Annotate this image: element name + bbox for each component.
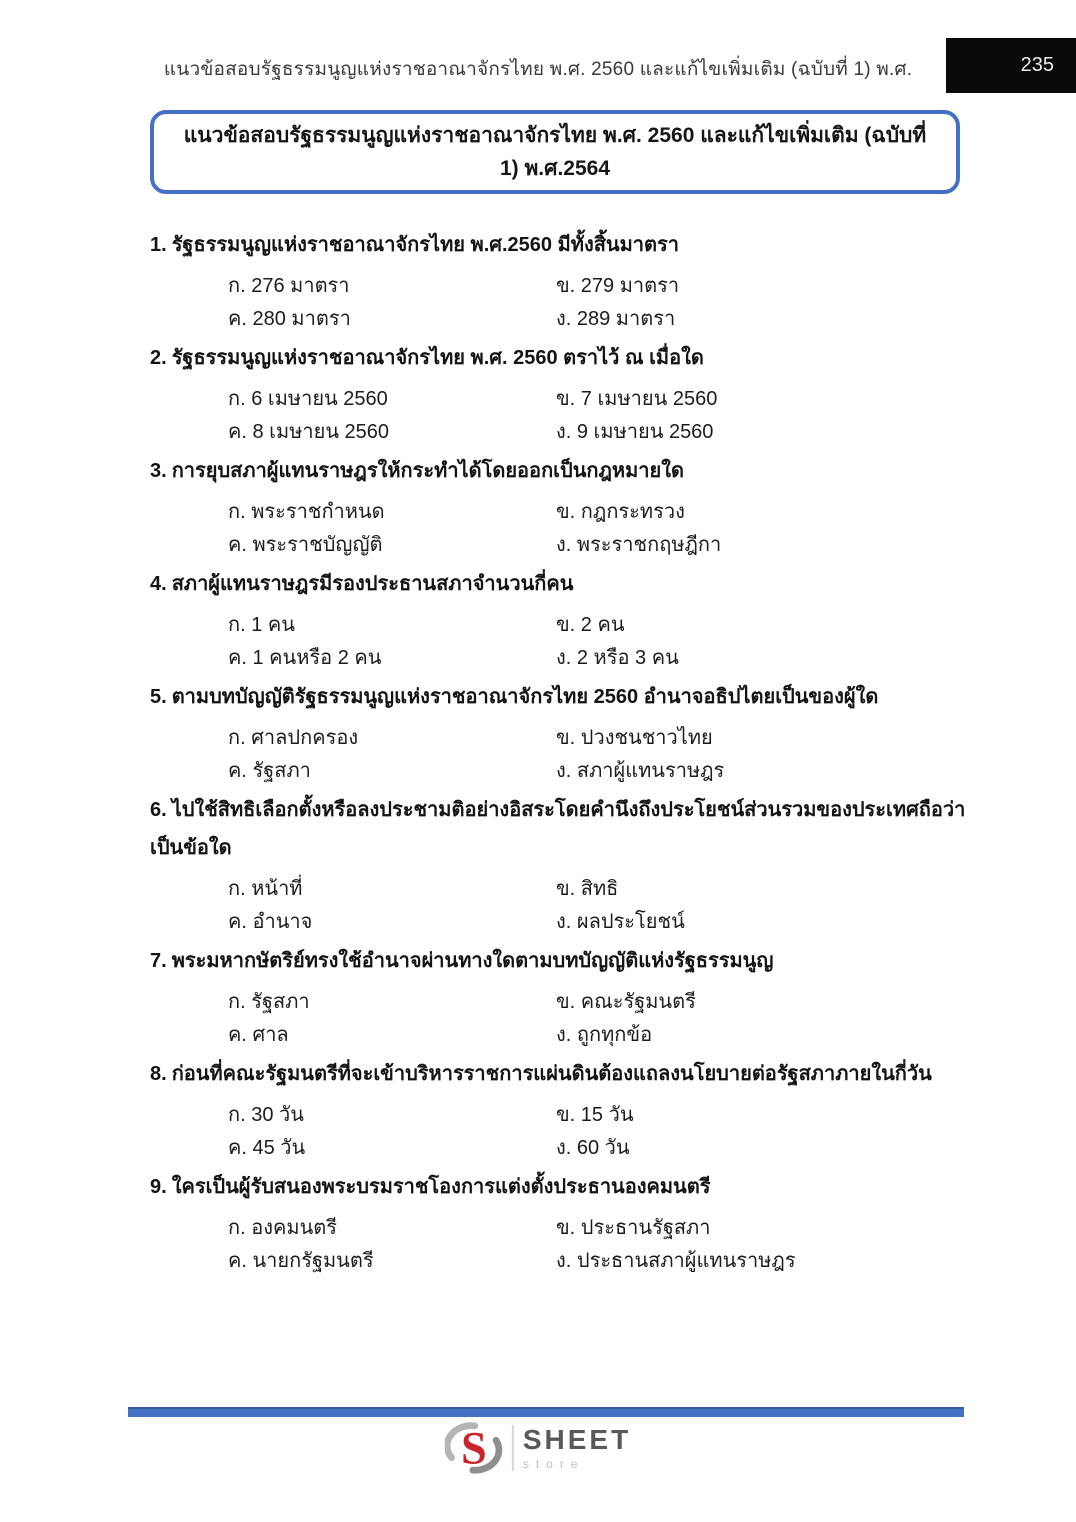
option-a: ก. ศาลปกครอง <box>228 727 359 749</box>
question-number: 1. <box>150 234 167 256</box>
question-heading <box>150 942 966 980</box>
option-b: ข. กฎกระทรวง <box>556 501 685 523</box>
question-number: 5. <box>150 686 167 708</box>
question-heading <box>150 452 966 490</box>
question-options <box>150 873 966 939</box>
question-text: การยุบสภาผู้แทนราษฎรให้กระทำได้โดยออกเป็นกฎหมายใด <box>171 460 684 482</box>
option-a: ก. 30 วัน <box>228 1104 304 1126</box>
question-block <box>150 1055 966 1165</box>
question-block <box>150 452 966 562</box>
question-block <box>150 1168 966 1278</box>
option-d: ง. 2 หรือ 3 คน <box>556 647 679 669</box>
question-text: พระมหากษัตริย์ทรงใช้อำนาจผ่านทางใดตามบทบัญญัติแห่งรัฐธรรมนูญ <box>171 950 774 972</box>
option-a: ก. หน้าที่ <box>228 878 303 900</box>
page-number-badge <box>946 38 1076 93</box>
option-d: ง. ถูกทุกข้อ <box>556 1024 653 1046</box>
question-block <box>150 942 966 1052</box>
question-options <box>150 609 966 675</box>
question-options <box>150 1099 966 1165</box>
option-c: ค. พระราชบัญญัติ <box>228 534 383 556</box>
option-d: ง. ผลประโยชน์ <box>556 911 685 933</box>
option-b: ข. 279 มาตรา <box>556 275 680 297</box>
question-heading <box>150 1168 966 1206</box>
question-number: 6. <box>150 799 167 821</box>
question-options <box>150 496 966 562</box>
question-block <box>150 339 966 449</box>
logo-divider <box>512 1425 514 1471</box>
option-a: ก. องคมนตรี <box>228 1217 337 1239</box>
question-number: 9. <box>150 1176 167 1198</box>
option-b: ข. คณะรัฐมนตรี <box>556 991 696 1013</box>
question-text: ก่อนที่คณะรัฐมนตรีที่จะเข้าบริหารราชการแผ่นดินต้องแถลงนโยบายต่อรัฐสภาภายในกี่วัน <box>171 1063 932 1085</box>
option-a: ก. 276 มาตรา <box>228 275 350 297</box>
question-block <box>150 226 966 336</box>
option-d: ง. พระราชกฤษฎีกา <box>556 534 722 556</box>
question-options <box>150 270 966 336</box>
question-options <box>150 383 966 449</box>
option-d: ง. ประธานสภาผู้แทนราษฎร <box>556 1250 796 1272</box>
option-c: ค. 1 คนหรือ 2 คน <box>228 647 382 669</box>
sheet-store-logo <box>445 1421 631 1475</box>
logo-text <box>523 1426 631 1470</box>
option-b: ข. 7 เมษายน 2560 <box>556 388 718 410</box>
question-text: รัฐธรรมนูญแห่งราชอาณาจักรไทย พ.ศ. 2560 ตราไว้ ณ เมื่อใด <box>171 347 704 369</box>
option-b: ข. สิทธิ <box>556 878 619 900</box>
title-box <box>150 110 960 194</box>
question-text: ใครเป็นผู้รับสนองพระบรมราชโองการแต่งตั้งประธานองคมนตรี <box>171 1176 711 1198</box>
question-number: 7. <box>150 950 167 972</box>
option-c: ค. 280 มาตรา <box>228 308 351 330</box>
running-header: แนวข้อสอบรัฐธรรมนูญแห่งราชอาณาจักรไทย พ.ศ. 2560 และแก้ไขเพิ่มเติม (ฉบับที่ 1) พ.ศ. <box>163 59 913 80</box>
option-a: ก. 6 เมษายน 2560 <box>228 388 388 410</box>
option-d: ง. สภาผู้แทนราษฎร <box>556 760 725 782</box>
sheet-store-logo-icon <box>445 1421 503 1475</box>
logo-name: SHEET <box>522 1424 632 1455</box>
question-heading <box>150 339 966 377</box>
page-number: 235 <box>1020 54 1054 76</box>
option-c: ค. ศาล <box>228 1024 289 1046</box>
option-c: ค. นายกรัฐมนตรี <box>228 1250 374 1272</box>
question-options <box>150 986 966 1052</box>
question-options <box>150 1212 966 1278</box>
option-c: ค. 45 วัน <box>228 1137 306 1159</box>
option-c: ค. รัฐสภา <box>228 760 311 782</box>
question-number: 3. <box>150 460 167 482</box>
option-b: ข. ประธานรัฐสภา <box>556 1217 711 1239</box>
question-text: ตามบทบัญญัติรัฐธรรมนูญแห่งราชอาณาจักรไทย 2560 อำนาจอธิปไตยเป็นของผู้ใด <box>171 686 879 708</box>
question-heading <box>150 226 966 264</box>
option-b: ข. ปวงชนชาวไทย <box>556 727 713 749</box>
question-text: ไปใช้สิทธิเลือกตั้งหรือลงประชามติอย่างอิสระโดยคำนึงถึงประโยชน์ส่วนรวมของประเทศถือว่าเป็นข้อใด <box>150 799 966 859</box>
question-list <box>150 226 966 1281</box>
option-d: ง. 289 มาตรา <box>556 308 676 330</box>
question-heading <box>150 565 966 603</box>
option-b: ข. 2 คน <box>556 614 625 636</box>
option-c: ค. 8 เมษายน 2560 <box>228 421 390 443</box>
logo-subtext: store <box>522 1457 585 1471</box>
question-heading <box>150 678 966 716</box>
option-d: ง. 9 เมษายน 2560 <box>556 421 714 443</box>
question-number: 4. <box>150 573 167 595</box>
question-number: 8. <box>150 1063 167 1085</box>
option-a: ก. พระราชกำหนด <box>228 501 385 523</box>
question-text: สภาผู้แทนราษฎรมีรองประธานสภาจำนวนกี่คน <box>171 573 574 595</box>
question-options <box>150 722 966 788</box>
option-b: ข. 15 วัน <box>556 1104 634 1126</box>
question-number: 2. <box>150 347 167 369</box>
question-block <box>150 678 966 788</box>
option-a: ก. 1 คน <box>228 614 295 636</box>
question-heading <box>150 1055 966 1093</box>
question-block <box>150 565 966 675</box>
question-heading <box>150 791 966 867</box>
logo-letter: S <box>460 1423 487 1475</box>
question-block <box>150 791 966 939</box>
option-a: ก. รัฐสภา <box>228 991 310 1013</box>
question-text: รัฐธรรมนูญแห่งราชอาณาจักรไทย พ.ศ.2560 มีทั้งสิ้นมาตรา <box>171 234 679 256</box>
option-d: ง. 60 วัน <box>556 1137 630 1159</box>
option-c: ค. อำนาจ <box>228 911 313 933</box>
page-title: แนวข้อสอบรัฐธรรมนูญแห่งราชอาณาจักรไทย พ.ศ. 2560 และแก้ไขเพิ่มเติม (ฉบับที่ 1) พ.ศ.2564 <box>183 124 927 180</box>
footer-rule <box>128 1407 964 1417</box>
